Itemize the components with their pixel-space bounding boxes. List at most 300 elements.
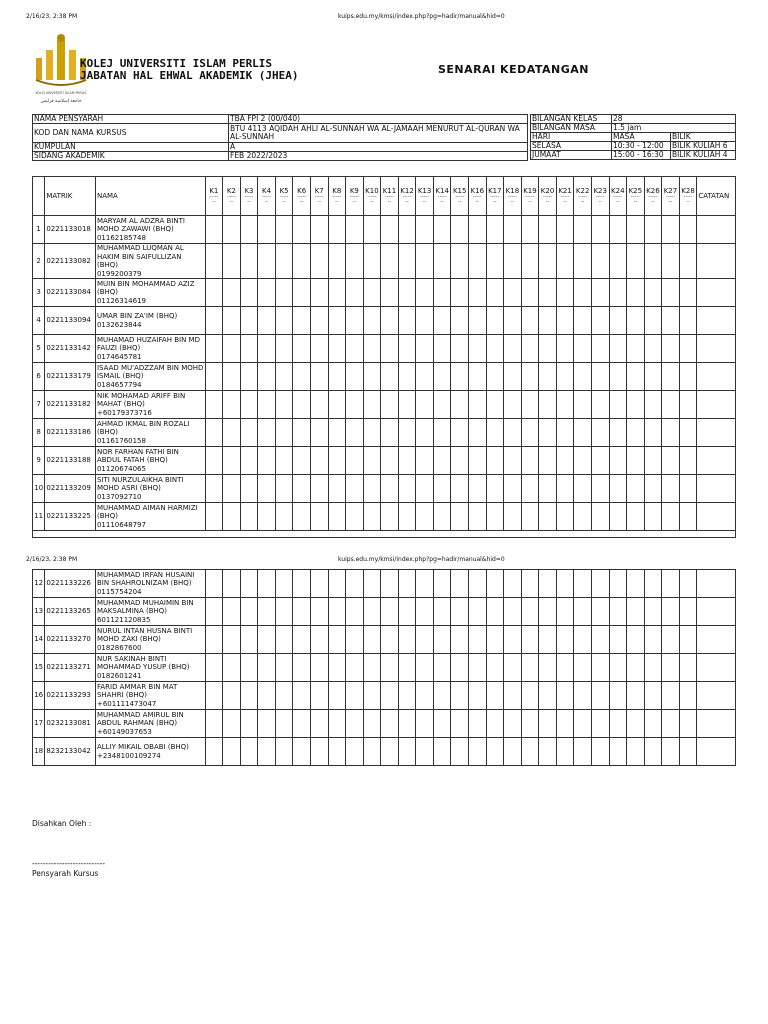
attendance-cell [591,307,609,335]
attendance-cell [644,363,662,391]
attendance-cell [293,447,311,475]
attendance-cell [627,654,645,682]
session-label: K27 [663,186,678,195]
attendance-cell [416,419,434,447]
attendance-cell [556,335,574,363]
schedule-hari: JUMAAT [531,151,612,160]
session-date: ----- [665,194,675,201]
session-time: -- [247,199,251,206]
class-label: BILANGAN KELAS [531,115,612,124]
attendance-cell [591,391,609,419]
attendance-cell [346,244,364,279]
attendance-cell [223,447,241,475]
student-name-cell [95,216,205,244]
attendance-cell [240,244,258,279]
attendance-cell [609,307,627,335]
session-date: ----- [437,194,447,201]
attendance-cell [469,503,487,531]
session-time: -- [387,199,392,206]
attendance-cell [504,710,522,738]
attendance-cell [258,626,276,654]
session-label: K6 [297,186,307,195]
attendance-cell [574,682,592,710]
session-date: ----- [226,194,236,201]
attendance-cell [258,654,276,682]
attendance-cell [521,598,539,626]
session-label: K17 [488,186,502,195]
attendance-cell [627,503,645,531]
session-time: -- [282,199,286,206]
student-name: MUHAMMAD MUHAIMIN BIN MAKSALMINA (BHQ) [96,598,194,616]
student-phone: 0199200379 [96,269,142,278]
attendance-cell [574,419,592,447]
student-name: NOR FARHAN FATHI BIN ABDUL FATAH (BHQ) [96,447,179,465]
attendance-cell [539,307,557,335]
attendance-cell [591,654,609,682]
student-row [33,570,736,598]
attendance-cell [539,570,557,598]
attendance-cell [469,682,487,710]
attendance-cell [381,447,399,475]
attendance-cell [644,682,662,710]
attendance-cell [644,419,662,447]
session-label: K3 [244,186,254,195]
attendance-cell [258,307,276,335]
attendance-cell [433,475,451,503]
attendance-cell [469,244,487,279]
attendance-cell [627,419,645,447]
attendance-cell [240,419,258,447]
student-no: 17 [33,710,45,738]
remark-cell [697,570,736,598]
attendance-cell [223,503,241,531]
attendance-cell [433,570,451,598]
student-no: 12 [33,570,45,598]
attendance-cell [574,570,592,598]
session-date: ----- [560,194,570,201]
student-phone: 01162185748 [96,233,146,242]
student-row [33,419,736,447]
attendance-cell [223,598,241,626]
attendance-cell [539,363,557,391]
attendance-cell [451,738,469,766]
session-date: ----- [420,194,430,201]
attendance-cell [381,738,399,766]
col-session-k11 [381,177,399,216]
attendance-cell [451,710,469,738]
attendance-cell [223,475,241,503]
session-time: -- [229,199,234,206]
attendance-cell [310,216,328,244]
attendance-cell [662,216,680,244]
attendance-cell [469,738,487,766]
attendance-cell [416,598,434,626]
attendance-cell [240,570,258,598]
student-matrik: 0221133179 [45,363,96,391]
print-url: kuips.edu.my/kmsi/index.php?pg=hadir/manual&hid=0 [338,13,505,20]
attendance-cell [398,598,416,626]
attendance-cell [521,626,539,654]
attendance-cell [627,363,645,391]
attendance-cell [451,570,469,598]
attendance-cell [328,682,346,710]
session-label: K11 [382,186,397,195]
attendance-cell [486,419,504,447]
attendance-cell [556,216,574,244]
attendance-cell [627,335,645,363]
attendance-cell [363,279,381,307]
session-label: K7 [314,186,324,195]
attendance-cell [539,654,557,682]
attendance-cell [205,626,223,654]
attendance-cell [310,244,328,279]
attendance-cell [398,710,416,738]
student-matrik: 0221133182 [45,391,96,419]
col-session-k6 [293,177,311,216]
attendance-cell [662,682,680,710]
attendance-cell [398,307,416,335]
session-label: K25 [628,186,643,195]
attendance-cell [574,363,592,391]
student-name: MUHAMMAD IRFAN HUSAINI BIN SHAHROLNIZAM (BHQ) [96,570,195,588]
attendance-cell [310,503,328,531]
session-label: K23 [593,186,607,195]
attendance-cell [363,335,381,363]
schedule-hari: SELASA [531,142,612,151]
print-datetime: 2/16/23, 2:38 PM [26,13,78,20]
attendance-cell [258,710,276,738]
attendance-cell [293,654,311,682]
session-time: -- [440,199,444,206]
attendance-cell [574,626,592,654]
attendance-cell [644,244,662,279]
attendance-cell [504,654,522,682]
attendance-cell [521,475,539,503]
attendance-cell [433,244,451,279]
remark-cell [697,626,736,654]
student-row [33,682,736,710]
remark-cell [697,391,736,419]
attendance-cell [504,335,522,363]
attendance-cell [310,307,328,335]
col-session-k2 [223,177,241,216]
attendance-cell [310,335,328,363]
col-session-k22 [574,177,592,216]
student-name-cell [95,598,205,626]
attendance-cell [662,419,680,447]
col-session-k28 [679,177,697,216]
attendance-cell [556,307,574,335]
session-label: K28 [681,186,695,195]
attendance-cell [381,682,399,710]
attendance-cell [679,447,697,475]
attendance-cell [310,419,328,447]
attendance-cell [258,738,276,766]
attendance-cell [679,598,697,626]
attendance-cell [328,738,346,766]
remark-cell [697,598,736,626]
session-label: K21 [558,186,572,195]
attendance-cell [328,626,346,654]
attendance-cell [556,363,574,391]
student-name-cell [95,363,205,391]
attendance-cell [363,503,381,531]
attendance-cell [275,363,293,391]
session-date: ----- [349,194,359,201]
attendance-cell [644,503,662,531]
session-time: -- [334,199,339,206]
remark-cell [697,682,736,710]
attendance-cell [539,475,557,503]
attendance-cell [223,654,241,682]
student-no: 18 [33,738,45,766]
student-phone: 01126314619 [96,296,146,305]
attendance-cell [451,363,469,391]
attendance-cell [293,570,311,598]
attendance-cell [310,710,328,738]
student-name: MUHAMAD HUZAIFAH BIN MD FAUZI (BHQ) [96,335,200,353]
student-no: 8 [33,419,45,447]
session-date: ----- [525,194,535,201]
student-phone: 0132623844 [96,320,142,329]
attendance-cell [310,626,328,654]
student-name: NUR SAKINAH BINTI MOHAMMAD YUSUP (BHQ) [96,654,190,672]
attendance-cell [574,216,592,244]
col-no [33,177,45,216]
attendance-cell [223,307,241,335]
attendance-cell [486,570,504,598]
session-date: ----- [578,194,588,201]
attendance-cell [205,475,223,503]
attendance-cell [381,626,399,654]
student-row [33,503,736,531]
attendance-cell [469,447,487,475]
student-name-cell [95,391,205,419]
attendance-cell [223,244,241,279]
attendance-cell [310,279,328,307]
attendance-cell [328,598,346,626]
attendance-cell [433,682,451,710]
attendance-cell [258,447,276,475]
attendance-cell [223,363,241,391]
attendance-cell [504,391,522,419]
attendance-cell [574,391,592,419]
attendance-cell [539,738,557,766]
col-session-k5 [275,177,293,216]
attendance-cell [346,447,364,475]
attendance-cell [644,279,662,307]
attendance-cell [258,682,276,710]
attendance-cell [556,682,574,710]
student-phone: +601111473047 [96,699,157,708]
attendance-cell [328,391,346,419]
attendance-cell [275,391,293,419]
attendance-table [32,176,736,538]
info-value: TBA FPI 2 (00/040) [229,115,528,124]
attendance-cell [486,682,504,710]
info-value: BTU 4113 AQIDAH AHLI AL-SUNNAH WA AL-JAMAAH MENURUT AL-QURAN WA AL-SUNNAH [229,124,528,143]
session-date: ----- [507,194,517,201]
student-name: ISAAD MU'ADZZAM BIN MOHD ISMAIL (BHQ) [96,363,204,381]
attendance-cell [521,570,539,598]
student-name: AHMAD IKMAL BIN ROZALI (BHQ) [96,419,190,437]
attendance-cell [556,738,574,766]
session-time: -- [686,199,690,206]
col-session-k16 [469,177,487,216]
attendance-cell [662,626,680,654]
col-session-k9 [346,177,364,216]
attendance-cell [240,738,258,766]
session-label: K24 [611,186,625,195]
session-label: K4 [262,186,272,195]
attendance-cell [205,363,223,391]
attendance-cell [258,363,276,391]
student-no: 6 [33,363,45,391]
attendance-cell [504,363,522,391]
attendance-cell [627,475,645,503]
attendance-cell [240,475,258,503]
attendance-cell [381,570,399,598]
attendance-cell [539,447,557,475]
schedule-masa: 10:30 - 12:00 [612,142,671,151]
attendance-cell [223,419,241,447]
attendance-cell [363,363,381,391]
col-session-k13 [416,177,434,216]
approved-by-label: Disahkan Oleh : [32,819,92,828]
attendance-cell [363,570,381,598]
session-date: ----- [455,194,465,201]
institution-name: KOLEJ UNIVERSITI ISLAM PERLIS [80,57,273,70]
attendance-cell [521,738,539,766]
session-time: -- [475,199,480,206]
attendance-cell [662,335,680,363]
attendance-cell [609,626,627,654]
document-title: SENARAI KEDATANGAN [438,63,590,76]
attendance-cell [240,682,258,710]
attendance-cell [556,626,574,654]
attendance-cell [662,710,680,738]
col-session-k17 [486,177,504,216]
student-name: NURUL INTAN HUSNA BINTI MOHD ZAKI (BHQ) [96,626,193,644]
attendance-cell [328,335,346,363]
attendance-cell [346,216,364,244]
attendance-cell [433,626,451,654]
attendance-cell [275,626,293,654]
attendance-cell [293,279,311,307]
attendance-cell [662,570,680,598]
attendance-cell [627,279,645,307]
attendance-cell [240,391,258,419]
session-label: K20 [540,186,555,195]
print-url-p2: kuips.edu.my/kmsi/index.php?pg=hadir/manual&hid=0 [338,556,505,563]
session-label: K1 [209,186,219,195]
attendance-cell [433,363,451,391]
info-value: A [229,143,528,152]
attendance-cell [644,654,662,682]
session-label: K10 [365,186,379,195]
attendance-cell [574,710,592,738]
col-session-k14 [433,177,451,216]
student-phone: 0182601241 [96,671,142,680]
attendance-cell [363,598,381,626]
student-phone: 601121120835 [96,615,151,624]
attendance-cell [539,335,557,363]
attendance-cell [398,335,416,363]
attendance-cell [293,682,311,710]
student-no: 11 [33,503,45,531]
attendance-cell [627,570,645,598]
attendance-cell [504,570,522,598]
attendance-cell [433,503,451,531]
student-row [33,738,736,766]
session-date: ----- [490,194,500,201]
attendance-cell [398,503,416,531]
col-session-k3 [240,177,258,216]
attendance-cell [398,654,416,682]
remark-cell [697,654,736,682]
student-matrik: 0221133225 [45,503,96,531]
attendance-cell [627,391,645,419]
attendance-cell [205,710,223,738]
schedule-bilik: BILIK KULIAH 6 [671,142,736,151]
attendance-cell [293,626,311,654]
attendance-cell [662,475,680,503]
attendance-cell [486,279,504,307]
student-name: UMAR BIN ZA'IM (BHQ) [96,312,178,320]
session-time: -- [633,199,638,206]
session-date: ----- [367,194,377,201]
attendance-cell [574,738,592,766]
attendance-cell [662,307,680,335]
attendance-cell [416,363,434,391]
course-info-table [32,114,528,161]
attendance-cell [363,216,381,244]
attendance-cell [346,738,364,766]
attendance-cell [205,654,223,682]
col-session-k20 [539,177,557,216]
student-no: 1 [33,216,45,244]
attendance-cell [275,419,293,447]
attendance-cell [381,363,399,391]
attendance-cell [486,363,504,391]
attendance-cell [433,419,451,447]
attendance-cell [310,391,328,419]
student-phone: 0115754204 [96,587,142,596]
attendance-cell [591,447,609,475]
session-label: K8 [332,186,342,195]
lecturer-label: Pensyarah Kursus [32,869,99,878]
attendance-cell [644,447,662,475]
col-session-k25 [627,177,645,216]
attendance-cell [539,626,557,654]
attendance-cell [328,503,346,531]
col-session-k18 [504,177,522,216]
attendance-cell [451,503,469,531]
attendance-cell [591,244,609,279]
attendance-cell [469,626,487,654]
student-no: 16 [33,682,45,710]
session-date: ----- [297,194,307,201]
schedule-masa: 15:00 - 16:30 [612,151,671,160]
attendance-cell [521,279,539,307]
attendance-cell [486,738,504,766]
attendance-cell [451,419,469,447]
attendance-cell [486,654,504,682]
remark-cell [697,244,736,279]
session-date: ----- [244,194,254,201]
student-row [33,335,736,363]
attendance-cell [609,598,627,626]
